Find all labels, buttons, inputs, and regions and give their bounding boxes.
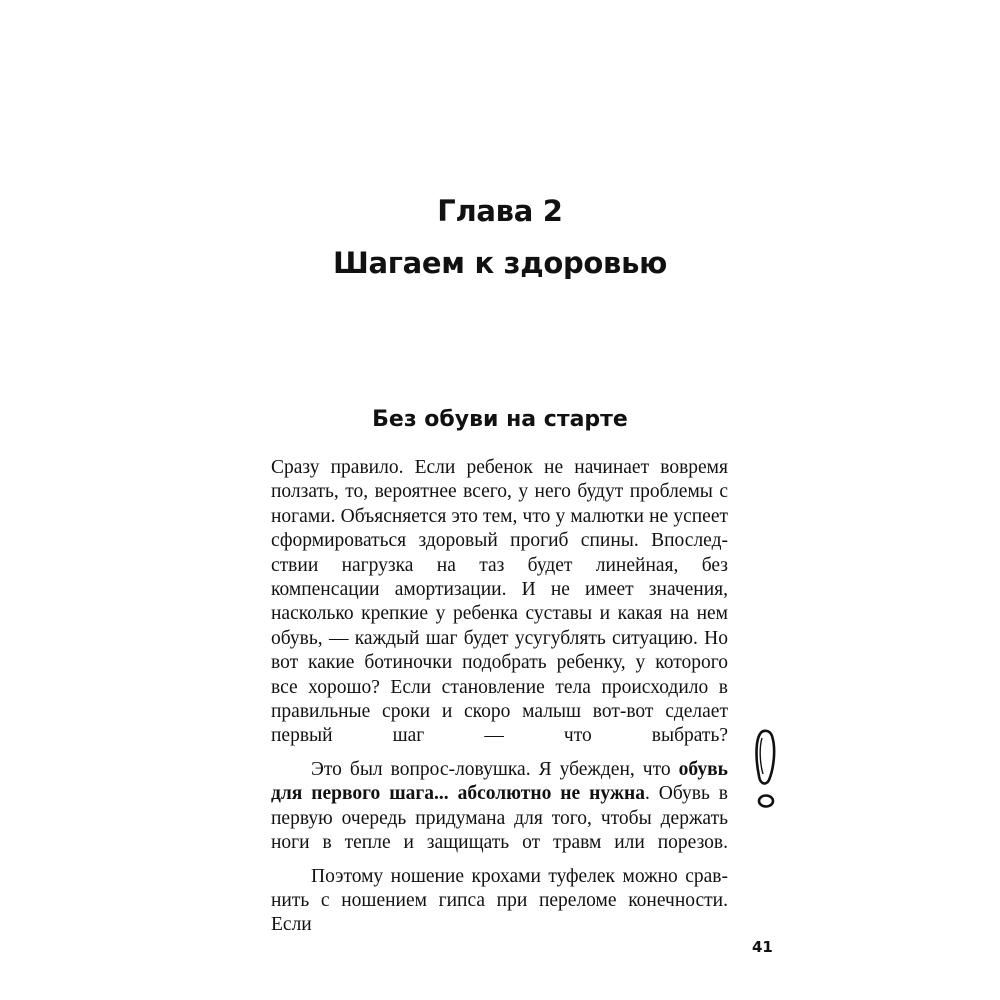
paragraph-2 xyxy=(271,758,728,856)
section-heading: Без обуви на старте xyxy=(372,407,628,432)
chapter-number: Глава 2 xyxy=(437,194,563,228)
chapter-title: Шагаем к здоровью xyxy=(332,246,668,280)
body-text xyxy=(271,456,728,947)
paragraph-2-emphasis: обувь для первого шага... абсолютно не нужна xyxy=(271,758,728,805)
page-number: 41 xyxy=(752,938,773,956)
paragraph-2-end: . Обувь в первую очередь придумана для того, чтобы держать ноги в тепле и защищать от травм или порезов. xyxy=(271,783,728,854)
paragraph-2-start: Это был вопрос-ловушка. Я убежден, что xyxy=(311,758,679,780)
exclamation-mark-icon xyxy=(752,728,782,817)
paragraph-3: Поэтому ношение крохами туфелек можно сравнить с ношением гипса при переломе конечности. Если xyxy=(271,865,728,936)
paragraph-1: Сразу правило. Если ребенок не начинает вовремя ползать, то, вероятнее всего, у него будут проблемы с ногами. Объясняется это тем, что у малютки не успеет сформироваться здоровый прогиб спины. Впоследствии нагрузка на таз будет линейная, без компенсации амортизации. И не имеет значения, насколько крепкие у ребенка суставы и какая на нем обувь, — каждый шаг будет усугублять ситуацию. Но вот какие ботиночки подобрать ребенку, у которого все хорошо? Если становление тела происходило в правильные сроки и скоро малыш вот-вот сделает первый шаг — что выбрать? xyxy=(271,457,728,747)
